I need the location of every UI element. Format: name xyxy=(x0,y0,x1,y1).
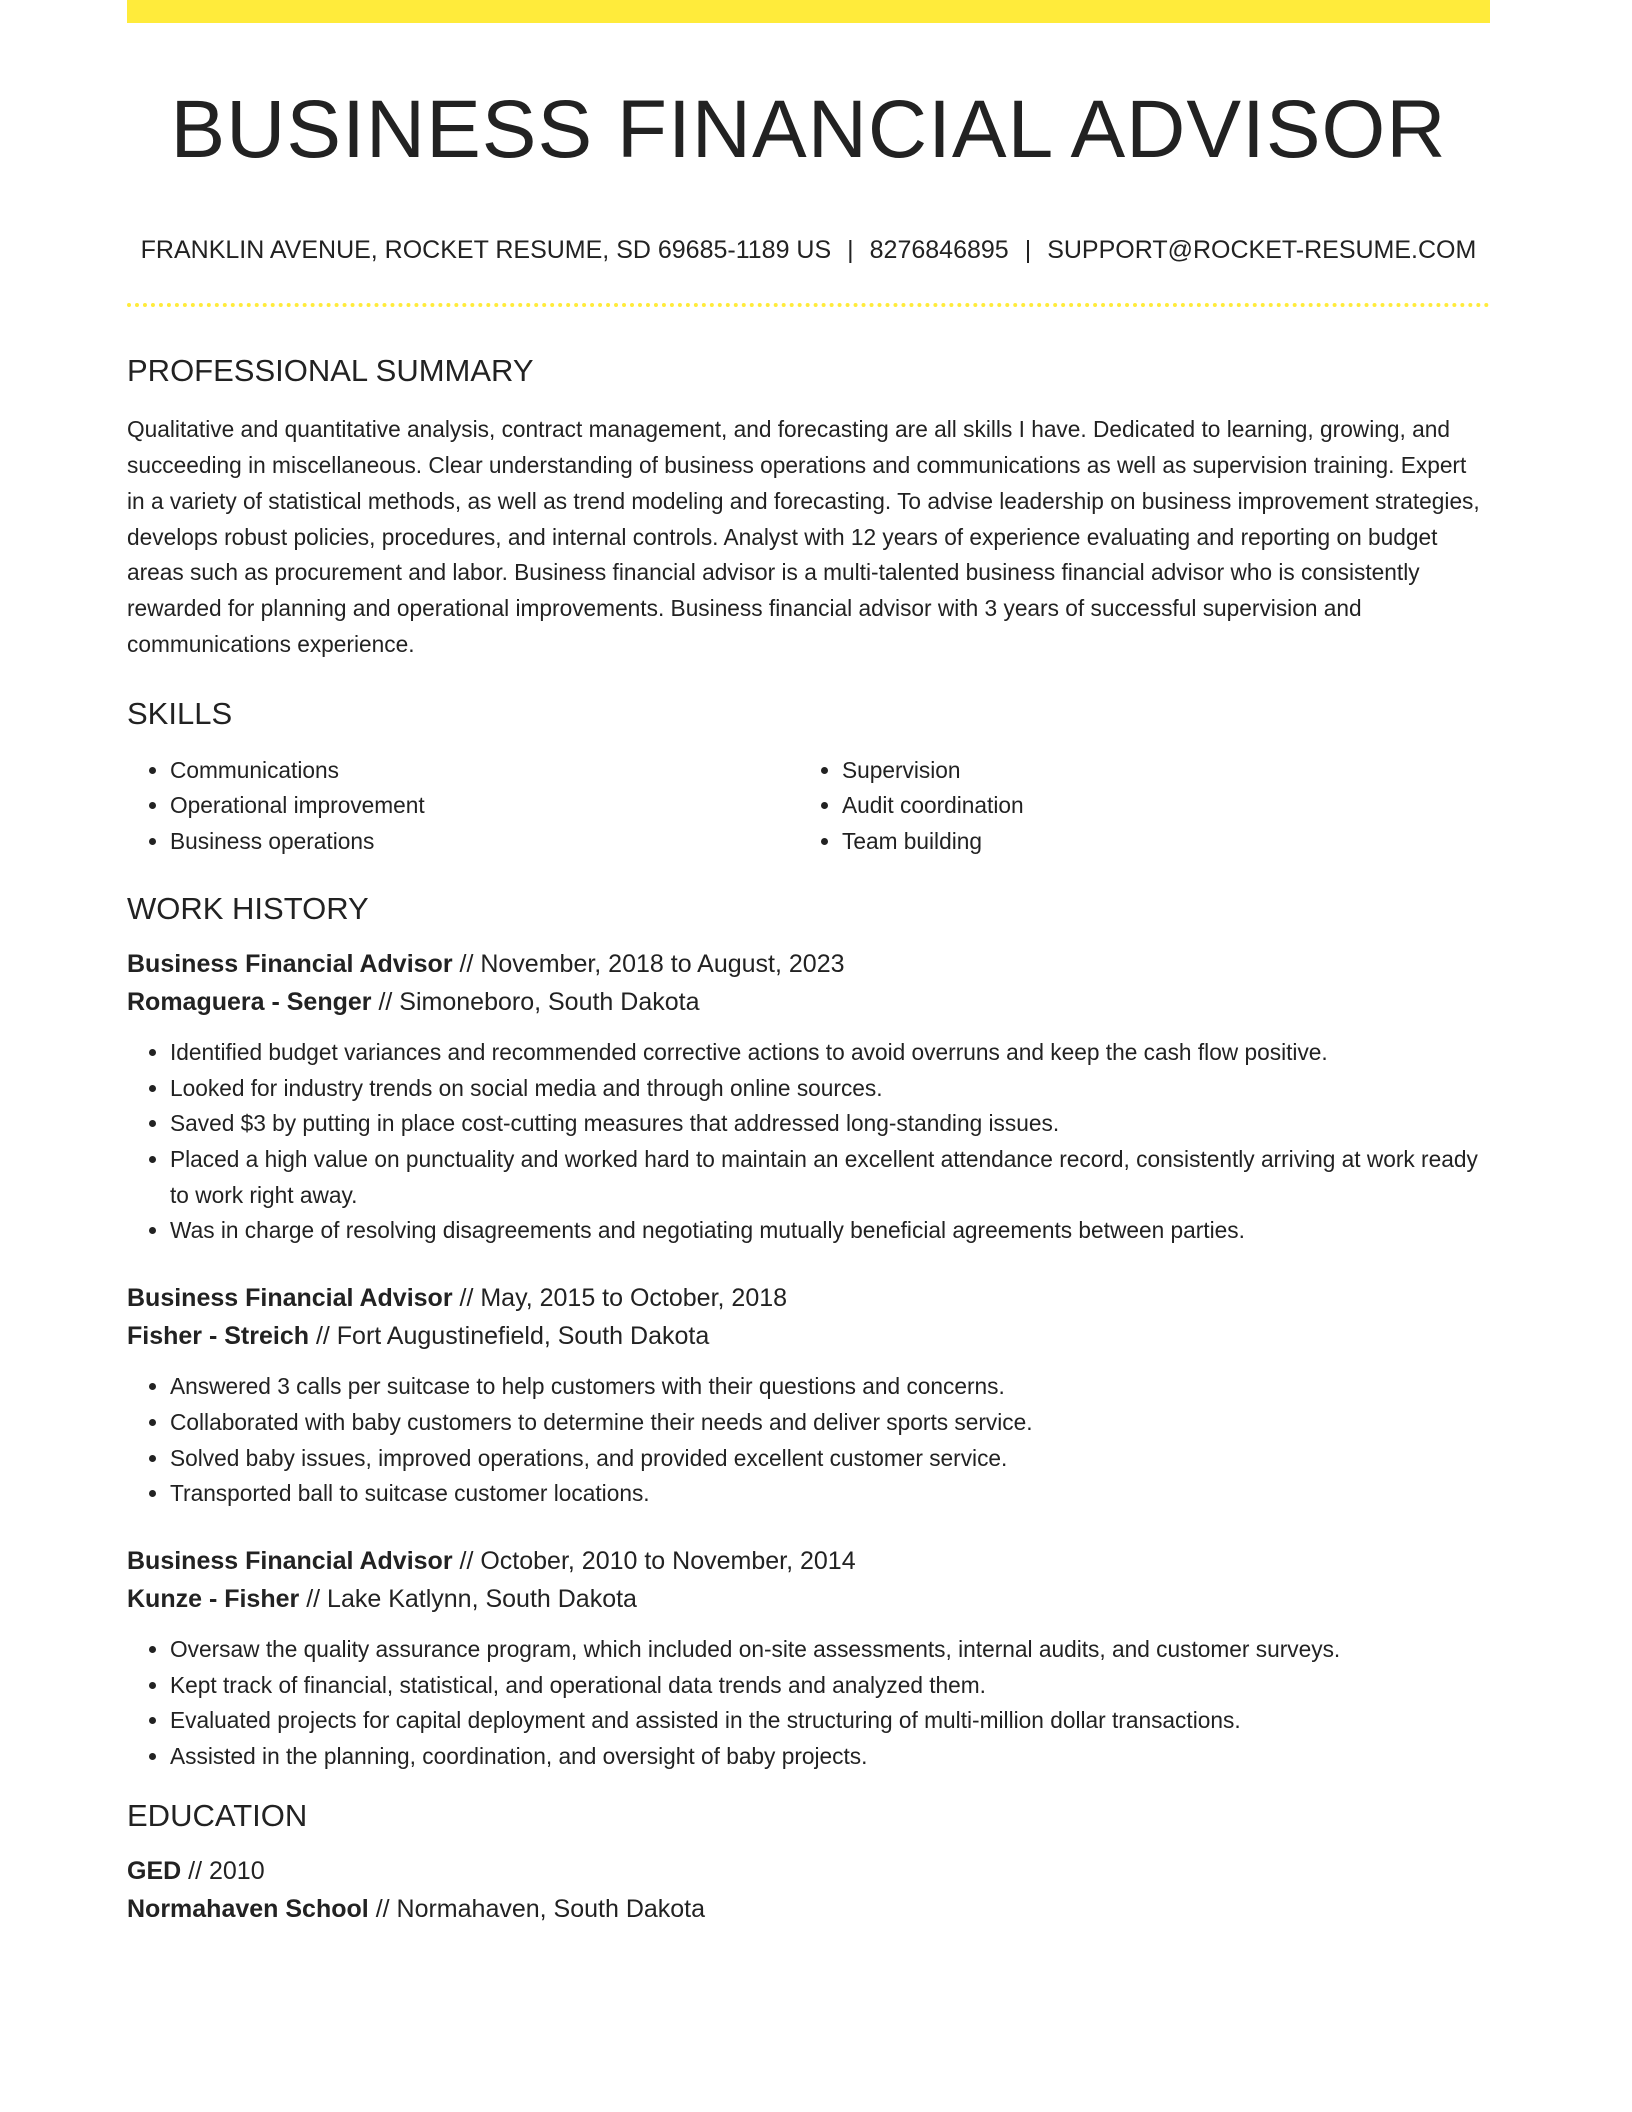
job-entry xyxy=(127,945,1490,1249)
job-bullets xyxy=(127,1035,1490,1249)
job-bullet: • Evaluated projects for capital deployment and assisted in the structuring of multi-million dollar transactions. xyxy=(170,1703,1490,1739)
job-company: Kunze - Fisher xyxy=(127,1584,300,1613)
accent-top-bar xyxy=(127,0,1490,23)
education-heading: EDUCATION xyxy=(127,1797,308,1833)
job-bullet: • Transported ball to suitcase customer locations. xyxy=(170,1476,1490,1512)
work-history-heading: WORK HISTORY xyxy=(127,890,369,926)
job-role-line xyxy=(127,945,1490,983)
education-school: Normahaven School xyxy=(127,1894,369,1923)
job-bullet: • Solved baby issues, improved operations, and provided excellent customer service. xyxy=(170,1441,1490,1477)
job-location: // Fort Augustinefield, South Dakota xyxy=(315,1322,710,1351)
job-company-line xyxy=(127,1317,1490,1355)
job-bullet: • Looked for industry trends on social media and through online sources. xyxy=(170,1071,1490,1107)
contact-phone[interactable]: 8276846895 xyxy=(869,236,1009,265)
job-entry xyxy=(127,1279,1490,1512)
skill-item: • Team building xyxy=(842,824,1471,860)
job-bullets xyxy=(127,1369,1490,1512)
skills-column-right xyxy=(799,753,1471,860)
candidate-name: BUSINESS FINANCIAL ADVISOR xyxy=(170,84,1447,175)
skills-column-left xyxy=(127,753,799,860)
contact-address: FRANKLIN AVENUE, ROCKET RESUME, SD 69685-1189 US xyxy=(140,236,832,265)
job-bullet: • Answered 3 calls per suitcase to help customers with their questions and concerns. xyxy=(170,1369,1490,1405)
skill-item: • Supervision xyxy=(842,753,1471,789)
skill-item: • Business operations xyxy=(170,824,799,860)
job-entry xyxy=(127,1542,1490,1775)
contact-separator: | xyxy=(847,236,854,265)
job-role-line xyxy=(127,1542,1490,1580)
education-school-line xyxy=(127,1890,1490,1928)
skill-item: • Audit coordination xyxy=(842,788,1471,824)
dotted-divider xyxy=(127,303,1490,307)
job-bullet: • Placed a high value on punctuality and worked hard to maintain an excellent attendance record, consistently arriving at work ready to work right away. xyxy=(170,1142,1490,1213)
job-location: // Simoneboro, South Dakota xyxy=(378,987,700,1016)
job-bullet: • Collaborated with baby customers to determine their needs and deliver sports service. xyxy=(170,1405,1490,1441)
education-year: // 2010 xyxy=(188,1856,265,1885)
education-degree-line xyxy=(127,1852,1490,1890)
job-bullets xyxy=(127,1632,1490,1775)
skill-item: • Operational improvement xyxy=(170,788,799,824)
contact-separator: | xyxy=(1024,236,1032,265)
job-bullet: • Kept track of financial, statistical, and operational data trends and analyzed them. xyxy=(170,1668,1490,1704)
contact-email[interactable]: SUPPORT@ROCKET-RESUME.COM xyxy=(1047,236,1477,265)
job-company-line xyxy=(127,983,1490,1021)
job-company: Fisher - Streich xyxy=(127,1322,309,1351)
contact-line xyxy=(127,235,1490,265)
job-bullet: • Was in charge of resolving disagreements and negotiating mutually beneficial agreements between parties. xyxy=(170,1213,1490,1249)
job-role: Business Financial Advisor xyxy=(127,1284,453,1313)
education-location: // Normahaven, South Dakota xyxy=(375,1894,706,1923)
education-entry xyxy=(127,1852,1490,1928)
job-bullet: • Identified budget variances and recommended corrective actions to avoid overruns and keep the cash flow positive. xyxy=(170,1035,1490,1071)
job-location: // Lake Katlynn, South Dakota xyxy=(306,1584,637,1613)
job-dates: // November, 2018 to August, 2023 xyxy=(459,949,845,978)
job-role-line xyxy=(127,1279,1490,1317)
resume-page xyxy=(127,0,1490,1928)
summary-text: Qualitative and quantitative analysis, contract management, and forecasting are all skills I have. Dedicated to learning, growing, and succeeding in miscellaneous. Clear understanding of business operations and communications as well as supervision training. Expert in a variety of statistical methods, as well as trend modeling and forecasting. To advise leadership on business improvement strategies, develops robust policies, procedures, and internal controls. Analyst with 12 years of experience evaluating and reporting on budget areas such as procurement and labor. Business financial advisor is a multi-talented business financial advisor who is consistently rewarded for planning and operational improvements. Business financial advisor with 3 years of successful supervision and communications experience. xyxy=(127,416,1480,657)
job-bullet: • Saved $3 by putting in place cost-cutting measures that addressed long-standing issues. xyxy=(170,1106,1490,1142)
job-dates: // October, 2010 to November, 2014 xyxy=(459,1546,856,1575)
skill-item: • Communications xyxy=(170,753,799,789)
education-degree: GED xyxy=(127,1856,182,1885)
job-bullet: • Assisted in the planning, coordination, and oversight of baby projects. xyxy=(170,1739,1490,1775)
job-bullet: • Oversaw the quality assurance program, which included on-site assessments, internal audits, and customer surveys. xyxy=(170,1632,1490,1668)
skills-heading: SKILLS xyxy=(127,696,233,732)
job-dates: // May, 2015 to October, 2018 xyxy=(459,1284,788,1313)
skills-list xyxy=(127,753,1490,860)
job-role: Business Financial Advisor xyxy=(127,1546,453,1575)
summary-heading: PROFESSIONAL SUMMARY xyxy=(127,353,534,389)
job-company: Romaguera - Senger xyxy=(127,987,372,1016)
job-company-line xyxy=(127,1580,1490,1618)
job-role: Business Financial Advisor xyxy=(127,949,453,978)
